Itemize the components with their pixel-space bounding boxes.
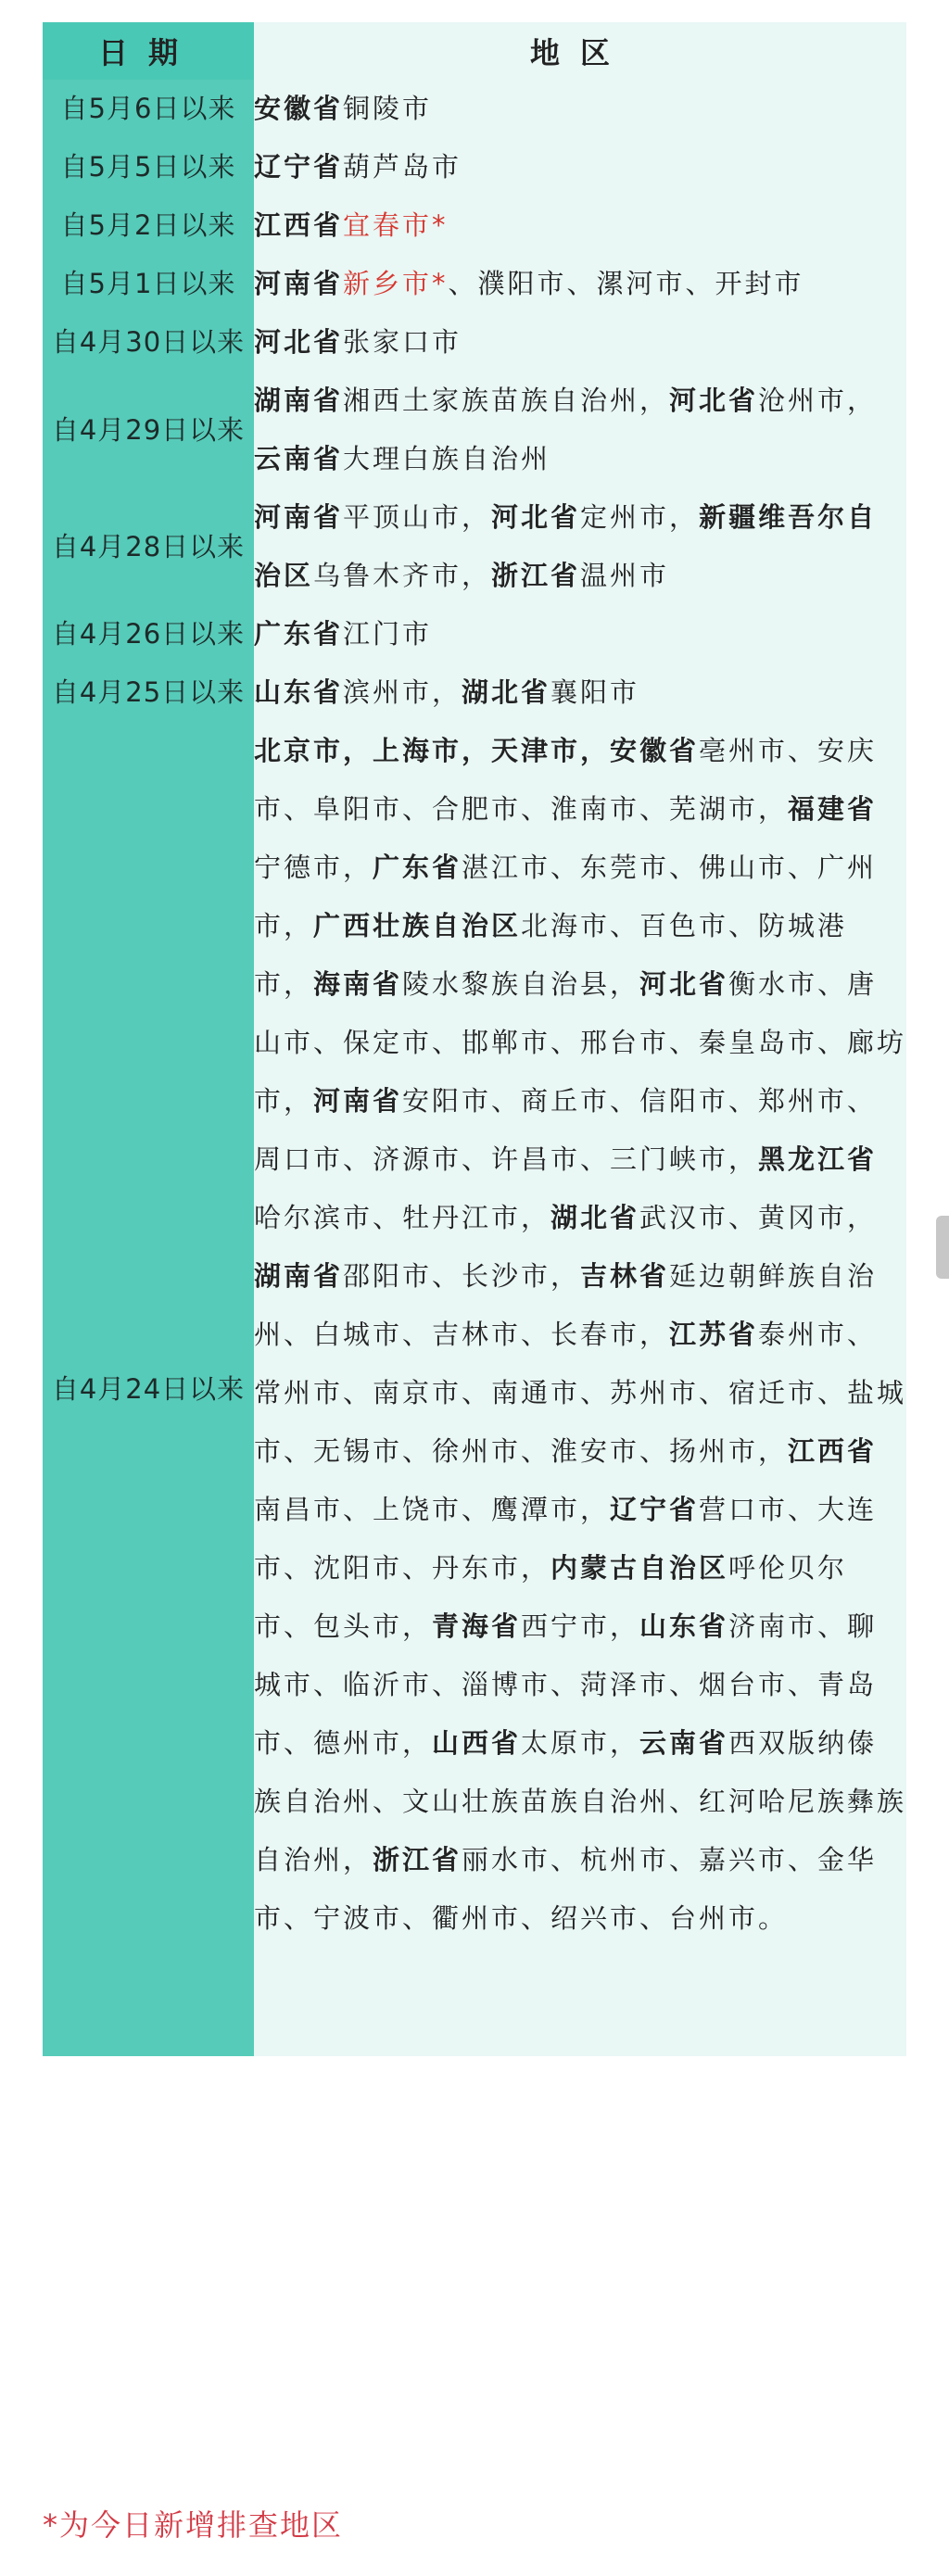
province-name: 湖北省 [550,1202,640,1233]
table-row [43,372,906,488]
province-name: 广西壮族自治区 [313,910,522,941]
row-regions [254,138,906,196]
region-text: 西宁市， [521,1610,640,1642]
region-date-table [43,22,906,2056]
province-name: 北京市，上海市，天津市，安徽省 [254,735,700,766]
new-region-highlight: 宜春市* [343,209,449,241]
region-text: 、濮阳市、漯河市、开封市 [448,268,804,299]
row-date: 自4月26日以来 [43,605,254,663]
table-row [43,196,906,255]
new-region-highlight: 新乡市* [343,268,449,299]
province-name: 山东省 [639,1610,729,1642]
region-text: 济南市、聊城市、临沂市、淄博市、菏泽市、烟台市、青岛市、德州市， [254,1610,878,1759]
region-text: 定州市， [580,501,700,533]
region-text: 衡水市、唐山市、保定市、邯郸市、邢台市、秦皇岛市、廊坊市， [254,968,907,1117]
region-text: 大理白族自治州 [343,443,551,474]
province-name: 河北省 [669,385,759,416]
region-text: 滨州市， [343,676,462,708]
province-name: 福建省 [788,793,878,825]
province-name: 广东省 [254,618,344,650]
province-name: 黑龙江省 [758,1143,878,1175]
province-name: 河北省 [254,326,344,358]
province-name: 江苏省 [669,1319,759,1350]
region-text: 温州市 [580,560,670,591]
province-name: 河北省 [491,501,581,533]
region-text: 宁德市， [254,852,373,883]
region-text: 北海市、百色市、防城港市， [254,910,848,1000]
region-text: 襄阳市 [550,676,640,708]
region-text: 哈尔滨市、牡丹江市， [254,1202,551,1233]
region-text: 丽水市、杭州市、嘉兴市、金华市、宁波市、衢州市、绍兴市、台州市。 [254,1844,878,1934]
province-name: 河南省 [313,1085,403,1117]
row-date: 自5月1日以来 [43,255,254,313]
row-date: 自4月29日以来 [43,372,254,488]
table-row [43,138,906,196]
province-name: 湖南省 [254,385,344,416]
table-row [43,255,906,313]
province-name: 安徽省 [254,93,344,124]
region-text: 张家口市 [343,326,462,358]
province-name: 湖北省 [462,676,551,708]
region-text: 武汉市、黄冈市， [639,1202,878,1233]
region-text: 泰州市、常州市、南京市、南通市、苏州市、宿迁市、盐城市、无锡市、徐州市、淮安市、扬州市， [254,1319,907,1467]
province-name: 青海省 [432,1610,522,1642]
row-regions [254,372,906,488]
table-header-row [43,22,906,80]
table-body [43,80,906,2056]
province-name: 江西省 [788,1435,878,1467]
row-regions [254,722,906,2056]
region-text: 延边朝鲜族自治州、白城市、吉林市、长春市， [254,1260,878,1350]
province-name: 云南省 [254,443,344,474]
region-text: 湘西土家族苗族自治州， [343,385,670,416]
province-name: 河南省 [254,501,344,533]
province-name: 浙江省 [373,1844,462,1875]
region-text: 铜陵市 [343,93,433,124]
region-text: 陵水黎族自治县， [402,968,640,1000]
row-regions [254,80,906,138]
province-name: 新疆维吾尔自治区 [254,501,878,591]
table-row [43,605,906,663]
region-text: 葫芦岛市 [343,151,462,183]
province-name: 河南省 [254,268,344,299]
table-row [43,488,906,605]
row-date: 自4月25日以来 [43,663,254,722]
province-name: 辽宁省 [254,151,344,183]
region-text: 安阳市、商丘市、信阳市、郑州市、周口市、济源市、许昌市、三门峡市， [254,1085,878,1175]
region-text: 营口市、大连市、沈阳市、丹东市， [254,1494,878,1584]
province-name: 湖南省 [254,1260,344,1292]
row-date: 自5月2日以来 [43,196,254,255]
province-name: 云南省 [639,1727,729,1759]
region-text: 乌鲁木齐市， [313,560,492,591]
table-row [43,663,906,722]
province-name: 河北省 [639,968,729,1000]
region-text: 西双版纳傣族自治州、文山壮族苗族自治州、红河哈尼族彝族自治州， [254,1727,907,1875]
region-text: 邵阳市、长沙市， [343,1260,581,1292]
table-row [43,80,906,138]
row-date: 自4月28日以来 [43,488,254,605]
region-text: 平顶山市， [343,501,492,533]
table-row [43,313,906,372]
row-regions [254,313,906,372]
row-date: 自4月30日以来 [43,313,254,372]
header-date: 日期 [43,22,254,80]
region-text: 太原市， [521,1727,640,1759]
row-regions [254,605,906,663]
row-regions [254,663,906,722]
province-name: 山西省 [432,1727,522,1759]
row-date: 自5月6日以来 [43,80,254,138]
row-date: 自5月5日以来 [43,138,254,196]
row-date: 自4月24日以来 [43,722,254,2056]
row-regions [254,255,906,313]
region-text: 湛江市、东莞市、佛山市、广州市， [254,852,878,941]
region-text: 南昌市、上饶市、鹰潭市， [254,1494,611,1525]
province-name: 浙江省 [491,560,581,591]
province-name: 山东省 [254,676,344,708]
province-name: 海南省 [313,968,403,1000]
province-name: 吉林省 [580,1260,670,1292]
region-text: 江门市 [343,618,433,650]
region-text: 亳州市、安庆市、阜阳市、合肥市、淮南市、芜湖市， [254,735,878,825]
region-text: 呼伦贝尔市、包头市， [254,1552,848,1642]
province-name: 内蒙古自治区 [550,1552,729,1584]
scroll-handle[interactable] [936,1216,949,1279]
table-row [43,722,906,2056]
province-name: 江西省 [254,209,344,241]
header-region: 地区 [254,22,906,80]
row-regions [254,196,906,255]
row-regions [254,488,906,605]
region-text: 沧州市， [758,385,878,416]
province-name: 辽宁省 [610,1494,700,1525]
province-name: 广东省 [373,852,462,883]
footnote: *为今日新增排查地区 [43,2507,344,2543]
